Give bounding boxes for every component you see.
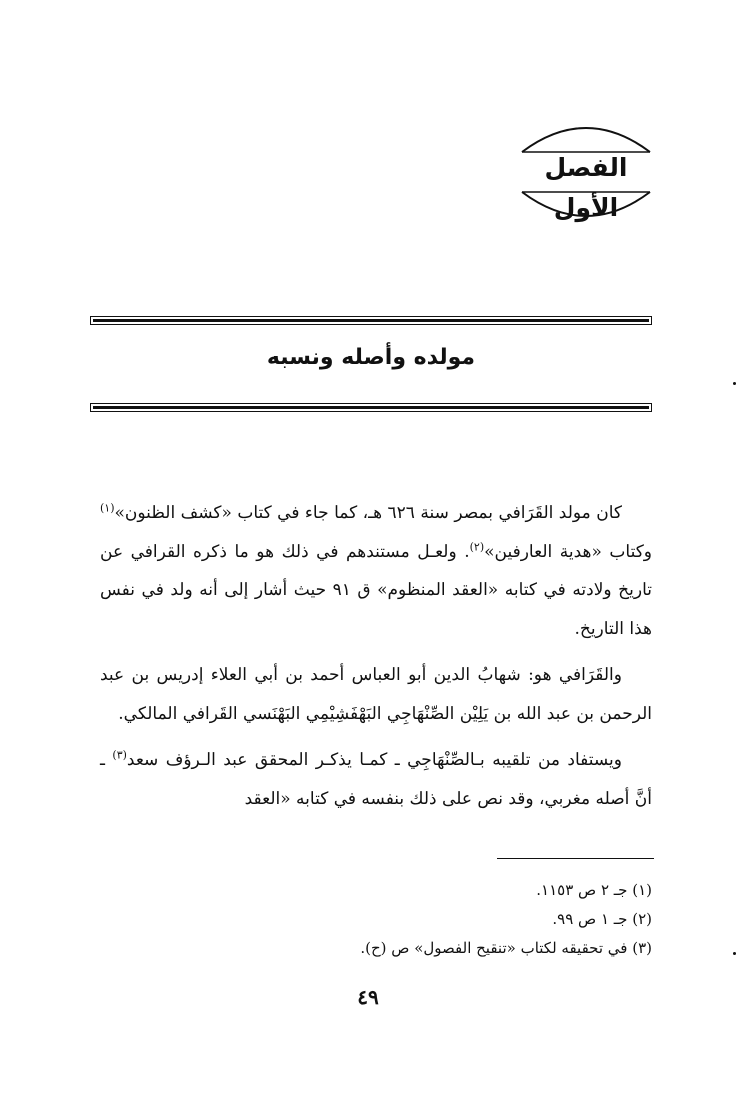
page-number: ٤٩ bbox=[357, 985, 379, 1009]
section-title: مولده وأصله ونسبه bbox=[266, 345, 476, 370]
chapter-title: الفصل الأول bbox=[544, 153, 628, 222]
paragraph-text: كان مولد القَرَافي بمصر سنة ٦٢٦ هـ، كما جاء في كتاب «كشف الظنون» bbox=[114, 503, 623, 523]
body-text bbox=[100, 494, 652, 826]
margin-dot bbox=[733, 382, 736, 385]
chapter-heading-ornament bbox=[518, 118, 654, 226]
paragraph-text: وكتاب «هدية العارفين» bbox=[484, 541, 653, 562]
footnote-separator bbox=[497, 858, 654, 859]
footnote-ref: (٣) bbox=[112, 748, 127, 762]
paragraph-text: ويستفاد من تلقيبه بـالصِّنْهَاجِي ـ كمـا يذكـر المحقق عبد الـرؤف سعد bbox=[126, 750, 622, 770]
paragraph-text: والقَرَافي هو: شهابُ الدين أبو العباس أحمد بن أبي العلاء إدريس بن عبد الرحمن بن عبد الله بن يَلِيْن الصِّنْهَاجِي البَهْفَشِيْمِي البَهْنَسي القَرافي المالكي. bbox=[100, 665, 652, 724]
footnote-ref: (١) bbox=[100, 501, 115, 515]
paragraph-text: . ولعـل مستندهم في ذلك هو ما ذكره القرافي عن تاريخ ولادته في كتابه «العقد المنظوم» ق ٩١ حيث أشار إلى أنه ولد في نفس هذا التاريخ. bbox=[100, 541, 652, 639]
paragraph bbox=[100, 741, 652, 818]
section-bottom-rule bbox=[90, 403, 652, 412]
paragraph bbox=[100, 656, 652, 733]
footnote: (٢) جـ ١ ص ٩٩. bbox=[552, 910, 652, 928]
margin-dot bbox=[733, 952, 736, 955]
footnote: (٣) في تحقيقه لكتاب «تنقيح الفصول» ص (ح). bbox=[360, 939, 652, 957]
footnotes bbox=[200, 876, 652, 963]
paragraph bbox=[100, 494, 652, 648]
footnote: (١) جـ ٢ ص ١١٥٣. bbox=[536, 881, 652, 899]
paragraph-text: ـ أنَّ أصله مغربي، وقد نص على ذلك بنفسه في كتابه «العقد bbox=[100, 750, 652, 809]
section-top-rule bbox=[90, 316, 652, 325]
footnote-ref: (٢) bbox=[469, 539, 485, 553]
